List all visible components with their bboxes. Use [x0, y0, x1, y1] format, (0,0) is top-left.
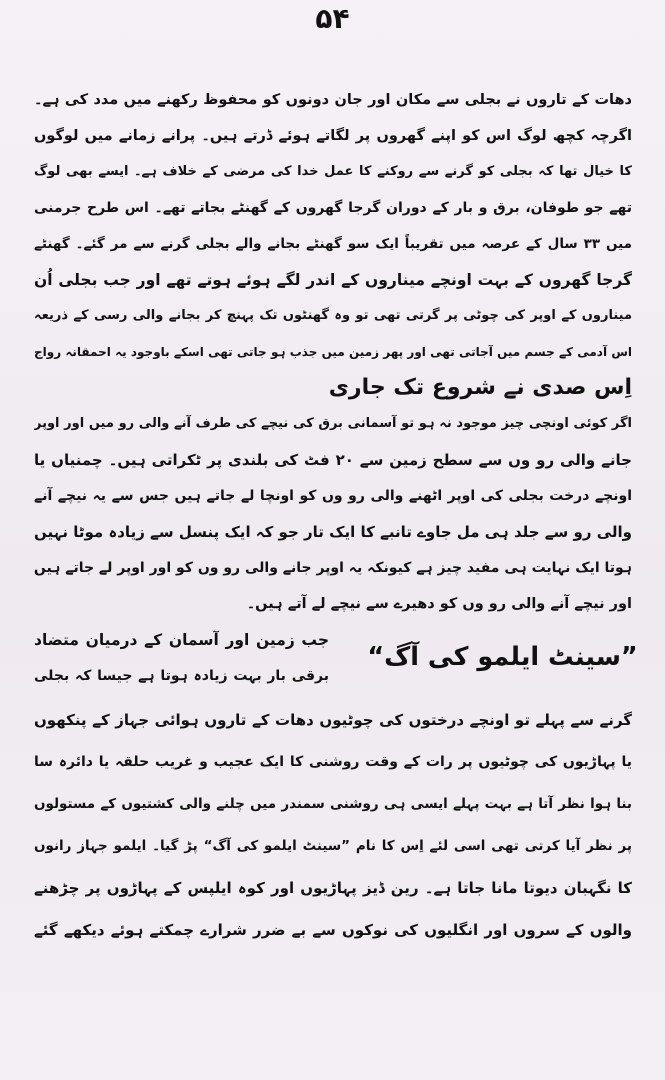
- text-line: گرنے سے پہلے تو اونچے درختوں کی چوٹیوں دھات کے تاروں ہوائی جہاز کے پنکھوں: [34, 711, 632, 729]
- text-line: اونچے درخت بجلی کی اوپر اٹھنے والی رو وں کو اونچا لے جاتے ہیں جس سے یہ نیچے آنے: [34, 488, 632, 504]
- text-line: گرجا گھروں کے بہت اونچے میناروں کے اندر لگے ہوئے ہوتے تھے اور جب بجلی اُن: [34, 271, 632, 289]
- text-line: کا خیال تھا کہ بجلی کو گرنے سے روکنے کا عمل خدا کی مرضی کے خلاف ہے۔ ایسے بھی لوگ: [34, 164, 632, 179]
- text-line: اور نیچے آنے والی رو وں کو دھیرے سے نیچے لے آتے ہیں۔: [246, 596, 632, 612]
- text-line: تھے جو طوفان، برق و بار کے دوران گرجا گھروں کے گھنٹے بجاتے تھے۔ اس طرح جرمنی: [34, 200, 632, 216]
- text-line: یا پہاڑیوں کی چوٹیوں پر رات کے وقت روشنی کا ایک عجیب و غریب حلقہ یا دائرہ سا: [34, 754, 632, 770]
- text-line: اگرچہ کچھ لوگ اس کو اپنے گھروں پر لگاتے ہوئے ڈرتے ہیں۔ پرانے زمانے میں لوگوں: [34, 128, 632, 144]
- text-line: پر نظر آیا کرتی تھی اسی لئے اِس کا نام ”سینٹ ایلمو کی آگ“ پڑ گیا۔ ایلمو جہاز رانوں: [34, 838, 632, 854]
- text-line: دھات کے تاروں نے بجلی سے مکان اور جان دونوں کو محفوظ رکھنے میں مدد کی ہے۔: [34, 92, 632, 108]
- text-line: برقی بار بہت زیادہ ہوتا ہے جیسا کہ بجلی: [34, 668, 329, 684]
- text-line: والوں کے سروں اور انگلیوں کی نوکوں سے بے ضرر شرارے چمکتے ہوئے دیکھے گئے: [34, 921, 632, 939]
- section-heading: ”سینٹ ایلمو کی آگ“: [367, 642, 638, 672]
- text-line: اِس صدی نے شروع تک جاری: [328, 375, 632, 400]
- text-line: والی رو سے جلد ہی مل جاوے تانبے کا ایک تار جو کہ ایک پنسل سے زیادہ موٹا نہیں: [34, 523, 632, 541]
- page-number: ۵۴: [315, 2, 350, 35]
- text-line: کا نگہبان دیوتا مانا جاتا ہے۔ رین ڈیز پہاڑیوں اور کوہ ایلپس کے پہاڑوں پر چڑھنے: [34, 879, 632, 897]
- text-line: اگر کوئی اونچی چیز موجود نہ ہو تو آسمانی برق کی نیچے کی طرف آنے والی رو میں اور اوپر: [34, 416, 632, 431]
- text-line: اس آدمی کے جسم میں آجاتی تھی اور پھر زمین میں جذب ہو جاتی تھی اسکے باوجود یہ احمقانہ رواج: [34, 345, 632, 359]
- text-line: ہوتا ایک نہایت ہی مفید چیز ہے کیونکہ یہ اوپر جانے والی رو وں کو اور اوپر لے جاتے ہیں: [34, 560, 632, 576]
- text-line: جانے والی رو وں سے سطح زمین سے ۲۰ فٹ کی بلندی پر ٹکراتی ہیں۔ چمنیاں یا: [34, 451, 632, 469]
- text-line: جب زمین اور آسمان کے درمیان متضاد: [34, 631, 329, 649]
- text-line: میناروں کے اوپر کی چوٹی پر گرتی تھی تو وہ گھنٹوں تک پہنچ کر بجانے والی رسی کے ذریعہ: [34, 308, 632, 323]
- text-line: میں ۳۳ سال کے عرصہ میں تقریباً ایک سو گھنٹے بجانے والے بجلی گرنے سے مر گئے۔ گھنٹے: [34, 236, 632, 252]
- text-line: بنا ہوا نظر آتا ہے بہت پہلے ایسی ہی روشنی سمندر میں چلنے والی کشتیوں کے مستولوں: [34, 796, 632, 812]
